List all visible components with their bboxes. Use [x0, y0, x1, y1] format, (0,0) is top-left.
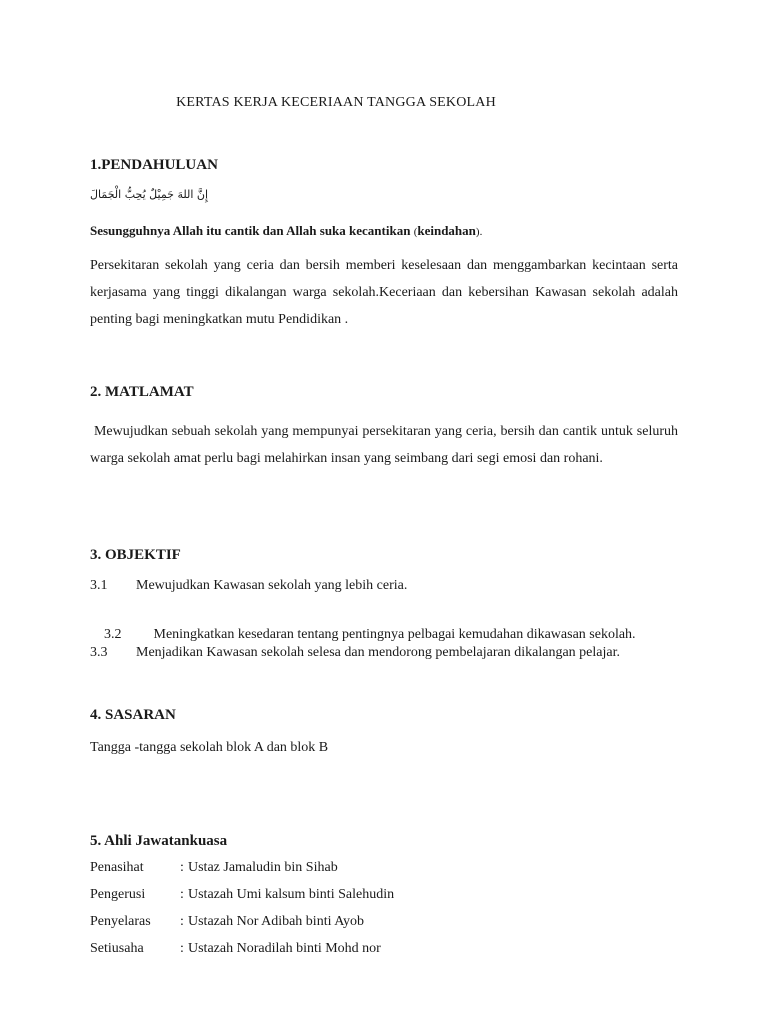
committee-member-row [90, 860, 690, 876]
pendahuluan-paragraph: Persekitaran sekolah yang ceria dan bersih memberi keselesaan dan menggambarkan kecintaan serta kerjasama yang tinggi dikalangan warga sekolah.Keceriaan dan kebersihan Kawasan sekolah adalah penting bagi meningkatkan mutu Pendidikan . [90, 258, 678, 327]
matlamat-paragraph: Mewujudkan sebuah sekolah yang mempunyai persekitaran yang ceria, bersih dan cantik untuk seluruh warga sekolah amat perlu bagi melahirkan insan yang seimbang dari segi emosi dan rohani. [90, 424, 682, 466]
section-heading-sasaran: 4. SASARAN [90, 707, 176, 723]
section-heading-ahli-jawatankuasa: 5. Ahli Jawatankuasa [90, 833, 228, 849]
hadith-paren-open: ( [413, 226, 418, 238]
objective-number: 3.3 [90, 645, 108, 660]
section-heading-pendahuluan: 1.PENDAHULUAN [90, 157, 218, 173]
committee-name: Ustazah Nor Adibah binti Ayob [188, 914, 365, 929]
objective-number: 3.2 [104, 627, 122, 642]
committee-separator: : [180, 941, 184, 956]
objective-text: Meningkatkan kesedaran tentang pentingnya pelbagai kemudahan dikawasan sekolah. [150, 627, 636, 642]
document-title: KERTAS KERJA KECERIAAN TANGGA SEKOLAH [176, 95, 496, 110]
objective-item [90, 645, 690, 661]
hadith-paren-close: ). [475, 226, 483, 238]
committee-member-row [90, 914, 690, 930]
committee-role: Penasihat [90, 860, 144, 875]
sasaran-text: Tangga -tangga sekolah blok A dan blok B [90, 740, 329, 755]
committee-separator: : [180, 860, 184, 875]
committee-role: Penyelaras [90, 914, 151, 929]
committee-name: Ustazah Noradilah binti Mohd nor [188, 941, 381, 956]
arabic-hadith: إِنَّ اللهَ جَمِيْلٌ يُحِبُّ الْجَمَالَ [90, 188, 209, 201]
objective-text: Menjadikan Kawasan sekolah selesa dan mendorong pembelajaran dikalangan pelajar. [136, 645, 620, 660]
section-heading-objektif: 3. OBJEKTIF [90, 547, 181, 563]
objective-item [90, 578, 690, 594]
committee-role: Setiusaha [90, 941, 144, 956]
objective-number: 3.1 [90, 578, 108, 593]
objective-text: Mewujudkan Kawasan sekolah yang lebih ceria. [136, 578, 408, 593]
hadith-translation [90, 223, 678, 239]
section-heading-matlamat: 2. MATLAMAT [90, 384, 194, 400]
hadith-paren-word: keindahan [417, 223, 476, 238]
hadith-translation-text: Sesungguhnya Allah itu cantik dan Allah suka kecantikan [90, 223, 411, 238]
committee-separator: : [180, 914, 184, 929]
committee-name: Ustaz Jamaludin bin Sihab [188, 860, 338, 875]
committee-role: Pengerusi [90, 887, 146, 902]
committee-separator: : [180, 887, 184, 902]
committee-member-row [90, 887, 690, 903]
committee-member-row [90, 941, 690, 957]
committee-name: Ustazah Umi kalsum binti Salehudin [188, 887, 395, 902]
